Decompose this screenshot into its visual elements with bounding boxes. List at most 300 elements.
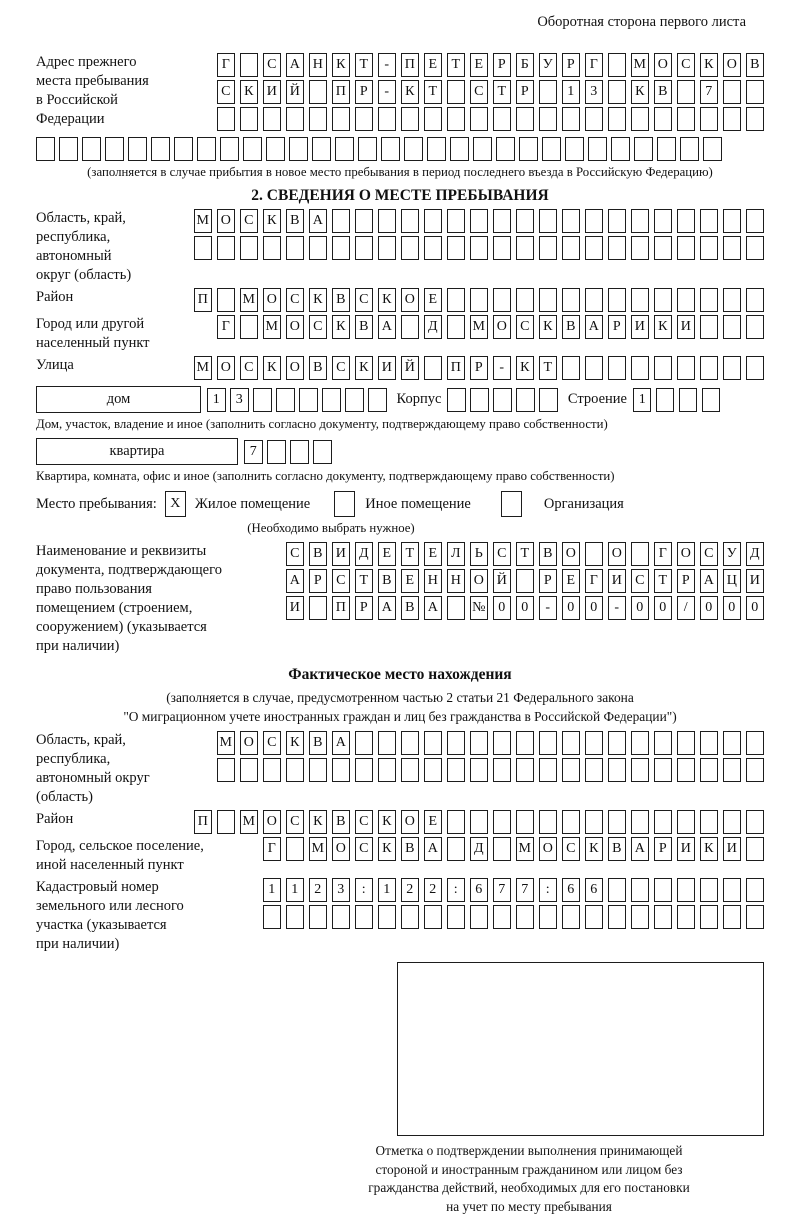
actual-region-grid — [217, 731, 765, 785]
char-cell: У — [539, 53, 558, 77]
char-cell: А — [286, 569, 305, 593]
char-cell — [355, 209, 374, 233]
char-cell: О — [539, 837, 558, 861]
char-cell: Й — [493, 569, 512, 593]
char-cell — [516, 236, 535, 260]
char-cell: 6 — [562, 878, 581, 902]
char-cell — [378, 236, 397, 260]
char-grid-row — [263, 837, 765, 861]
char-cell — [516, 288, 535, 312]
char-cell: К — [378, 288, 397, 312]
char-cell — [355, 758, 374, 782]
char-cell — [654, 209, 673, 233]
char-cell — [746, 209, 765, 233]
char-cell — [723, 905, 742, 929]
char-cell — [608, 107, 627, 131]
char-cell — [447, 905, 466, 929]
char-cell — [240, 53, 259, 77]
char-cell — [516, 107, 535, 131]
char-cell — [746, 905, 765, 929]
char-cell — [702, 388, 721, 412]
char-cell: Е — [378, 542, 397, 566]
char-cell: С — [263, 53, 282, 77]
char-cell: В — [309, 542, 328, 566]
char-cell — [516, 758, 535, 782]
char-cell: С — [516, 315, 535, 339]
char-grid-row — [217, 731, 765, 755]
stay-type-option-organization: Организация — [543, 495, 624, 512]
char-cell: К — [332, 53, 351, 77]
char-cell: К — [585, 837, 604, 861]
char-cell — [634, 137, 653, 161]
char-cell — [680, 137, 699, 161]
char-cell — [585, 542, 604, 566]
char-grid-row — [217, 315, 765, 339]
char-cell: Д — [746, 542, 765, 566]
char-cell: Л — [447, 542, 466, 566]
char-cell: О — [286, 356, 305, 380]
char-cell — [746, 288, 765, 312]
char-cell: В — [654, 80, 673, 104]
char-grid-row — [36, 137, 764, 161]
korpus-label: Корпус — [396, 391, 442, 407]
field-actual-city — [36, 837, 764, 875]
char-cell — [677, 758, 696, 782]
char-cell — [220, 137, 239, 161]
char-cell — [608, 758, 627, 782]
char-cell: К — [700, 53, 719, 77]
char-cell — [194, 236, 213, 260]
char-cell: 0 — [585, 596, 604, 620]
char-cell — [746, 315, 765, 339]
char-cell — [240, 758, 259, 782]
char-cell — [539, 209, 558, 233]
char-cell: С — [286, 542, 305, 566]
char-cell: 3 — [230, 388, 249, 412]
char-grid-row — [217, 80, 765, 104]
district-label: Район — [36, 289, 74, 305]
field-actual-district — [36, 810, 764, 834]
char-cell — [332, 236, 351, 260]
char-cell — [631, 758, 650, 782]
char-cell: Н — [447, 569, 466, 593]
char-cell: Р — [309, 569, 328, 593]
char-cell — [631, 905, 650, 929]
char-cell — [654, 288, 673, 312]
char-cell — [588, 137, 607, 161]
char-cell: О — [401, 810, 420, 834]
char-cell — [746, 107, 765, 131]
char-cell — [355, 107, 374, 131]
char-cell: С — [309, 315, 328, 339]
char-cell — [746, 356, 765, 380]
char-cell — [401, 731, 420, 755]
char-cell: С — [677, 53, 696, 77]
char-cell: П — [332, 80, 351, 104]
char-cell — [59, 137, 78, 161]
char-cell — [447, 209, 466, 233]
char-cell: - — [608, 596, 627, 620]
char-cell: 1 — [562, 80, 581, 104]
char-cell: Е — [470, 53, 489, 77]
region-label: Область, край, республика, автономный округ (область) — [36, 210, 132, 283]
char-cell: Т — [493, 80, 512, 104]
char-cell: Р — [355, 596, 374, 620]
char-cell: А — [332, 731, 351, 755]
char-cell — [473, 137, 492, 161]
char-cell: 2 — [401, 878, 420, 902]
char-cell — [470, 758, 489, 782]
apartment-note: Квартира, комната, офис и иное (заполнить согласно документу, подтверждающему право собственности) — [36, 469, 615, 483]
char-cell — [493, 905, 512, 929]
char-cell: 7 — [516, 878, 535, 902]
char-cell — [450, 137, 469, 161]
char-cell: В — [539, 542, 558, 566]
char-cell: Н — [424, 569, 443, 593]
char-cell: Р — [677, 569, 696, 593]
document-grid — [286, 542, 765, 623]
char-cell: О — [401, 288, 420, 312]
char-cell: А — [424, 837, 443, 861]
char-cell: А — [585, 315, 604, 339]
char-cell: К — [309, 288, 328, 312]
char-cell — [447, 288, 466, 312]
char-cell: С — [631, 569, 650, 593]
stay-type-note: (Необходимо выбрать нужное) — [247, 521, 415, 535]
char-cell: 2 — [309, 878, 328, 902]
char-cell: Т — [539, 356, 558, 380]
char-cell — [562, 731, 581, 755]
char-cell — [654, 107, 673, 131]
field-prev-address — [36, 53, 764, 134]
char-cell: М — [240, 288, 259, 312]
char-cell: - — [378, 53, 397, 77]
char-cell: К — [539, 315, 558, 339]
char-cell — [266, 137, 285, 161]
char-cell: 7 — [700, 80, 719, 104]
stay-type-label: Место пребывания: — [36, 495, 157, 512]
char-cell: 0 — [654, 596, 673, 620]
char-cell — [516, 905, 535, 929]
char-cell: С — [700, 542, 719, 566]
char-cell: Т — [516, 542, 535, 566]
char-cell: К — [378, 810, 397, 834]
char-cell — [516, 209, 535, 233]
char-cell — [539, 288, 558, 312]
char-cell: И — [631, 315, 650, 339]
char-cell: Т — [355, 53, 374, 77]
char-cell — [424, 107, 443, 131]
char-cell: Е — [401, 569, 420, 593]
field-stay-type — [36, 491, 764, 517]
actual-district-label: Район — [36, 811, 74, 827]
char-cell — [378, 731, 397, 755]
char-cell — [286, 107, 305, 131]
char-grid-row — [263, 878, 765, 902]
char-cell: А — [378, 315, 397, 339]
char-cell: С — [332, 569, 351, 593]
char-cell: У — [723, 542, 742, 566]
char-cell — [197, 137, 216, 161]
char-cell — [447, 837, 466, 861]
cadastral-grid — [263, 878, 765, 932]
char-cell — [585, 810, 604, 834]
char-cell — [286, 905, 305, 929]
char-cell — [631, 731, 650, 755]
char-cell — [539, 731, 558, 755]
char-cell: О — [677, 542, 696, 566]
char-cell: - — [493, 356, 512, 380]
char-cell — [677, 810, 696, 834]
char-cell — [723, 731, 742, 755]
char-cell — [700, 236, 719, 260]
char-cell: Р — [608, 315, 627, 339]
char-cell — [289, 137, 308, 161]
char-cell: И — [263, 80, 282, 104]
char-cell: К — [378, 837, 397, 861]
char-cell: В — [309, 731, 328, 755]
field-street — [36, 356, 764, 380]
char-cell: С — [470, 80, 489, 104]
char-cell: 1 — [286, 878, 305, 902]
stroenie-grid — [633, 388, 721, 412]
char-cell — [608, 878, 627, 902]
char-cell — [677, 905, 696, 929]
char-cell: 0 — [562, 596, 581, 620]
char-cell: 0 — [746, 596, 765, 620]
char-cell — [253, 388, 272, 412]
char-cell — [447, 107, 466, 131]
char-cell — [493, 107, 512, 131]
char-cell: О — [217, 356, 236, 380]
char-cell: Е — [424, 542, 443, 566]
char-cell — [631, 878, 650, 902]
char-cell — [217, 810, 236, 834]
char-cell — [608, 80, 627, 104]
char-cell: 1 — [263, 878, 282, 902]
char-cell: 0 — [516, 596, 535, 620]
prev-address-label: Адрес прежнего места пребывания в Российской Федерации — [36, 54, 149, 127]
char-cell — [217, 107, 236, 131]
char-cell: Т — [654, 569, 673, 593]
char-cell: О — [286, 315, 305, 339]
char-cell — [677, 236, 696, 260]
char-cell — [332, 107, 351, 131]
char-cell — [608, 236, 627, 260]
char-cell — [378, 758, 397, 782]
char-cell — [585, 288, 604, 312]
char-cell — [654, 878, 673, 902]
char-cell — [368, 388, 387, 412]
char-cell — [493, 731, 512, 755]
char-cell — [539, 905, 558, 929]
street-label: Улица — [36, 357, 74, 373]
char-cell: Г — [585, 53, 604, 77]
char-cell: С — [493, 542, 512, 566]
char-cell — [447, 315, 466, 339]
char-grid-row — [194, 209, 765, 233]
actual-city-label: Город, сельское поселение, иной населенный пункт — [36, 838, 204, 873]
char-cell — [562, 758, 581, 782]
char-cell: В — [401, 837, 420, 861]
char-cell: 1 — [633, 388, 652, 412]
actual-location-note: (заполняется в случае, предусмотренном частью 2 статьи 21 Федерального закона "О миграционном учете иностранных граждан и лиц без гражданства в Российской Федерации") — [123, 690, 677, 724]
char-cell — [424, 905, 443, 929]
char-cell — [424, 356, 443, 380]
char-cell — [332, 209, 351, 233]
char-cell: К — [355, 356, 374, 380]
char-cell — [539, 388, 558, 412]
char-cell: К — [263, 356, 282, 380]
char-cell: В — [355, 315, 374, 339]
field-city — [36, 315, 764, 353]
char-cell — [401, 758, 420, 782]
char-cell: Р — [654, 837, 673, 861]
char-cell — [355, 731, 374, 755]
char-cell — [654, 356, 673, 380]
char-cell — [286, 236, 305, 260]
char-cell — [542, 137, 561, 161]
char-cell: А — [700, 569, 719, 593]
char-cell — [703, 137, 722, 161]
char-cell — [332, 905, 351, 929]
char-cell: О — [263, 810, 282, 834]
field-district — [36, 288, 764, 312]
char-cell — [424, 758, 443, 782]
char-cell — [608, 288, 627, 312]
char-grid-row — [263, 905, 765, 929]
char-cell — [496, 137, 515, 161]
char-cell: Д — [424, 315, 443, 339]
char-cell — [312, 137, 331, 161]
char-cell — [470, 905, 489, 929]
char-grid-row — [194, 356, 765, 380]
char-cell: М — [194, 209, 213, 233]
char-cell: М — [516, 837, 535, 861]
actual-region-label: Область, край, республика, автономный округ (область) — [36, 732, 150, 805]
char-cell — [700, 731, 719, 755]
char-cell — [378, 209, 397, 233]
char-cell — [309, 758, 328, 782]
house-type-box: дом — [36, 386, 201, 413]
char-cell: Р — [355, 80, 374, 104]
char-cell: П — [194, 810, 213, 834]
char-cell — [355, 905, 374, 929]
korpus-grid — [447, 388, 558, 412]
char-cell — [723, 878, 742, 902]
char-cell — [585, 107, 604, 131]
char-cell — [585, 236, 604, 260]
char-cell: С — [263, 731, 282, 755]
char-cell — [723, 236, 742, 260]
char-cell: К — [401, 80, 420, 104]
char-cell — [151, 137, 170, 161]
char-cell — [470, 731, 489, 755]
char-cell: О — [723, 53, 742, 77]
char-cell: В — [608, 837, 627, 861]
char-cell — [723, 80, 742, 104]
stay-type-checkbox-organization — [501, 491, 522, 517]
char-grid-row — [194, 236, 765, 260]
char-cell — [470, 209, 489, 233]
char-cell — [562, 107, 581, 131]
char-cell — [516, 569, 535, 593]
char-cell — [493, 236, 512, 260]
char-cell: К — [240, 80, 259, 104]
char-cell — [263, 107, 282, 131]
char-cell: Г — [217, 53, 236, 77]
char-cell: А — [424, 596, 443, 620]
char-cell — [608, 731, 627, 755]
char-cell: В — [562, 315, 581, 339]
char-cell — [401, 236, 420, 260]
char-cell: Р — [516, 80, 535, 104]
char-cell — [358, 137, 377, 161]
char-cell — [562, 905, 581, 929]
char-cell — [631, 542, 650, 566]
apartment-number-grid — [244, 440, 332, 464]
char-cell: Т — [424, 80, 443, 104]
char-cell — [309, 596, 328, 620]
char-cell — [631, 107, 650, 131]
char-cell — [240, 236, 259, 260]
char-cell: 0 — [700, 596, 719, 620]
char-cell — [447, 758, 466, 782]
char-cell — [447, 810, 466, 834]
char-cell — [516, 810, 535, 834]
char-cell — [631, 236, 650, 260]
char-cell — [105, 137, 124, 161]
char-cell — [493, 758, 512, 782]
char-cell — [654, 810, 673, 834]
char-cell: В — [746, 53, 765, 77]
char-cell — [493, 209, 512, 233]
char-cell — [700, 810, 719, 834]
document-label: Наименование и реквизиты документа, подтверждающего право пользования помещением (строением, сооружением) (указывается при наличии) — [36, 543, 222, 654]
char-grid-row — [194, 810, 765, 834]
stay-type-option-other: Иное помещение — [365, 495, 471, 512]
char-cell — [608, 209, 627, 233]
char-cell: Т — [447, 53, 466, 77]
cadastral-label: Кадастровый номер земельного или лесного участка (указывается при наличии) — [36, 879, 184, 952]
char-cell — [263, 758, 282, 782]
char-cell — [608, 356, 627, 380]
char-cell: М — [309, 837, 328, 861]
char-cell: Р — [470, 356, 489, 380]
char-cell: С — [240, 356, 259, 380]
char-cell: К — [700, 837, 719, 861]
char-cell: С — [286, 810, 305, 834]
char-cell: - — [539, 596, 558, 620]
char-cell: И — [378, 356, 397, 380]
char-cell: О — [562, 542, 581, 566]
char-grid-row — [217, 107, 765, 131]
char-cell — [401, 209, 420, 233]
char-cell — [539, 80, 558, 104]
char-cell — [562, 236, 581, 260]
char-cell — [723, 810, 742, 834]
char-cell — [746, 758, 765, 782]
char-cell: Н — [309, 53, 328, 77]
char-cell — [217, 758, 236, 782]
char-cell: М — [631, 53, 650, 77]
char-cell: : — [447, 878, 466, 902]
char-cell — [631, 810, 650, 834]
char-cell — [565, 137, 584, 161]
char-cell: К — [286, 731, 305, 755]
char-cell — [700, 905, 719, 929]
char-cell: О — [240, 731, 259, 755]
